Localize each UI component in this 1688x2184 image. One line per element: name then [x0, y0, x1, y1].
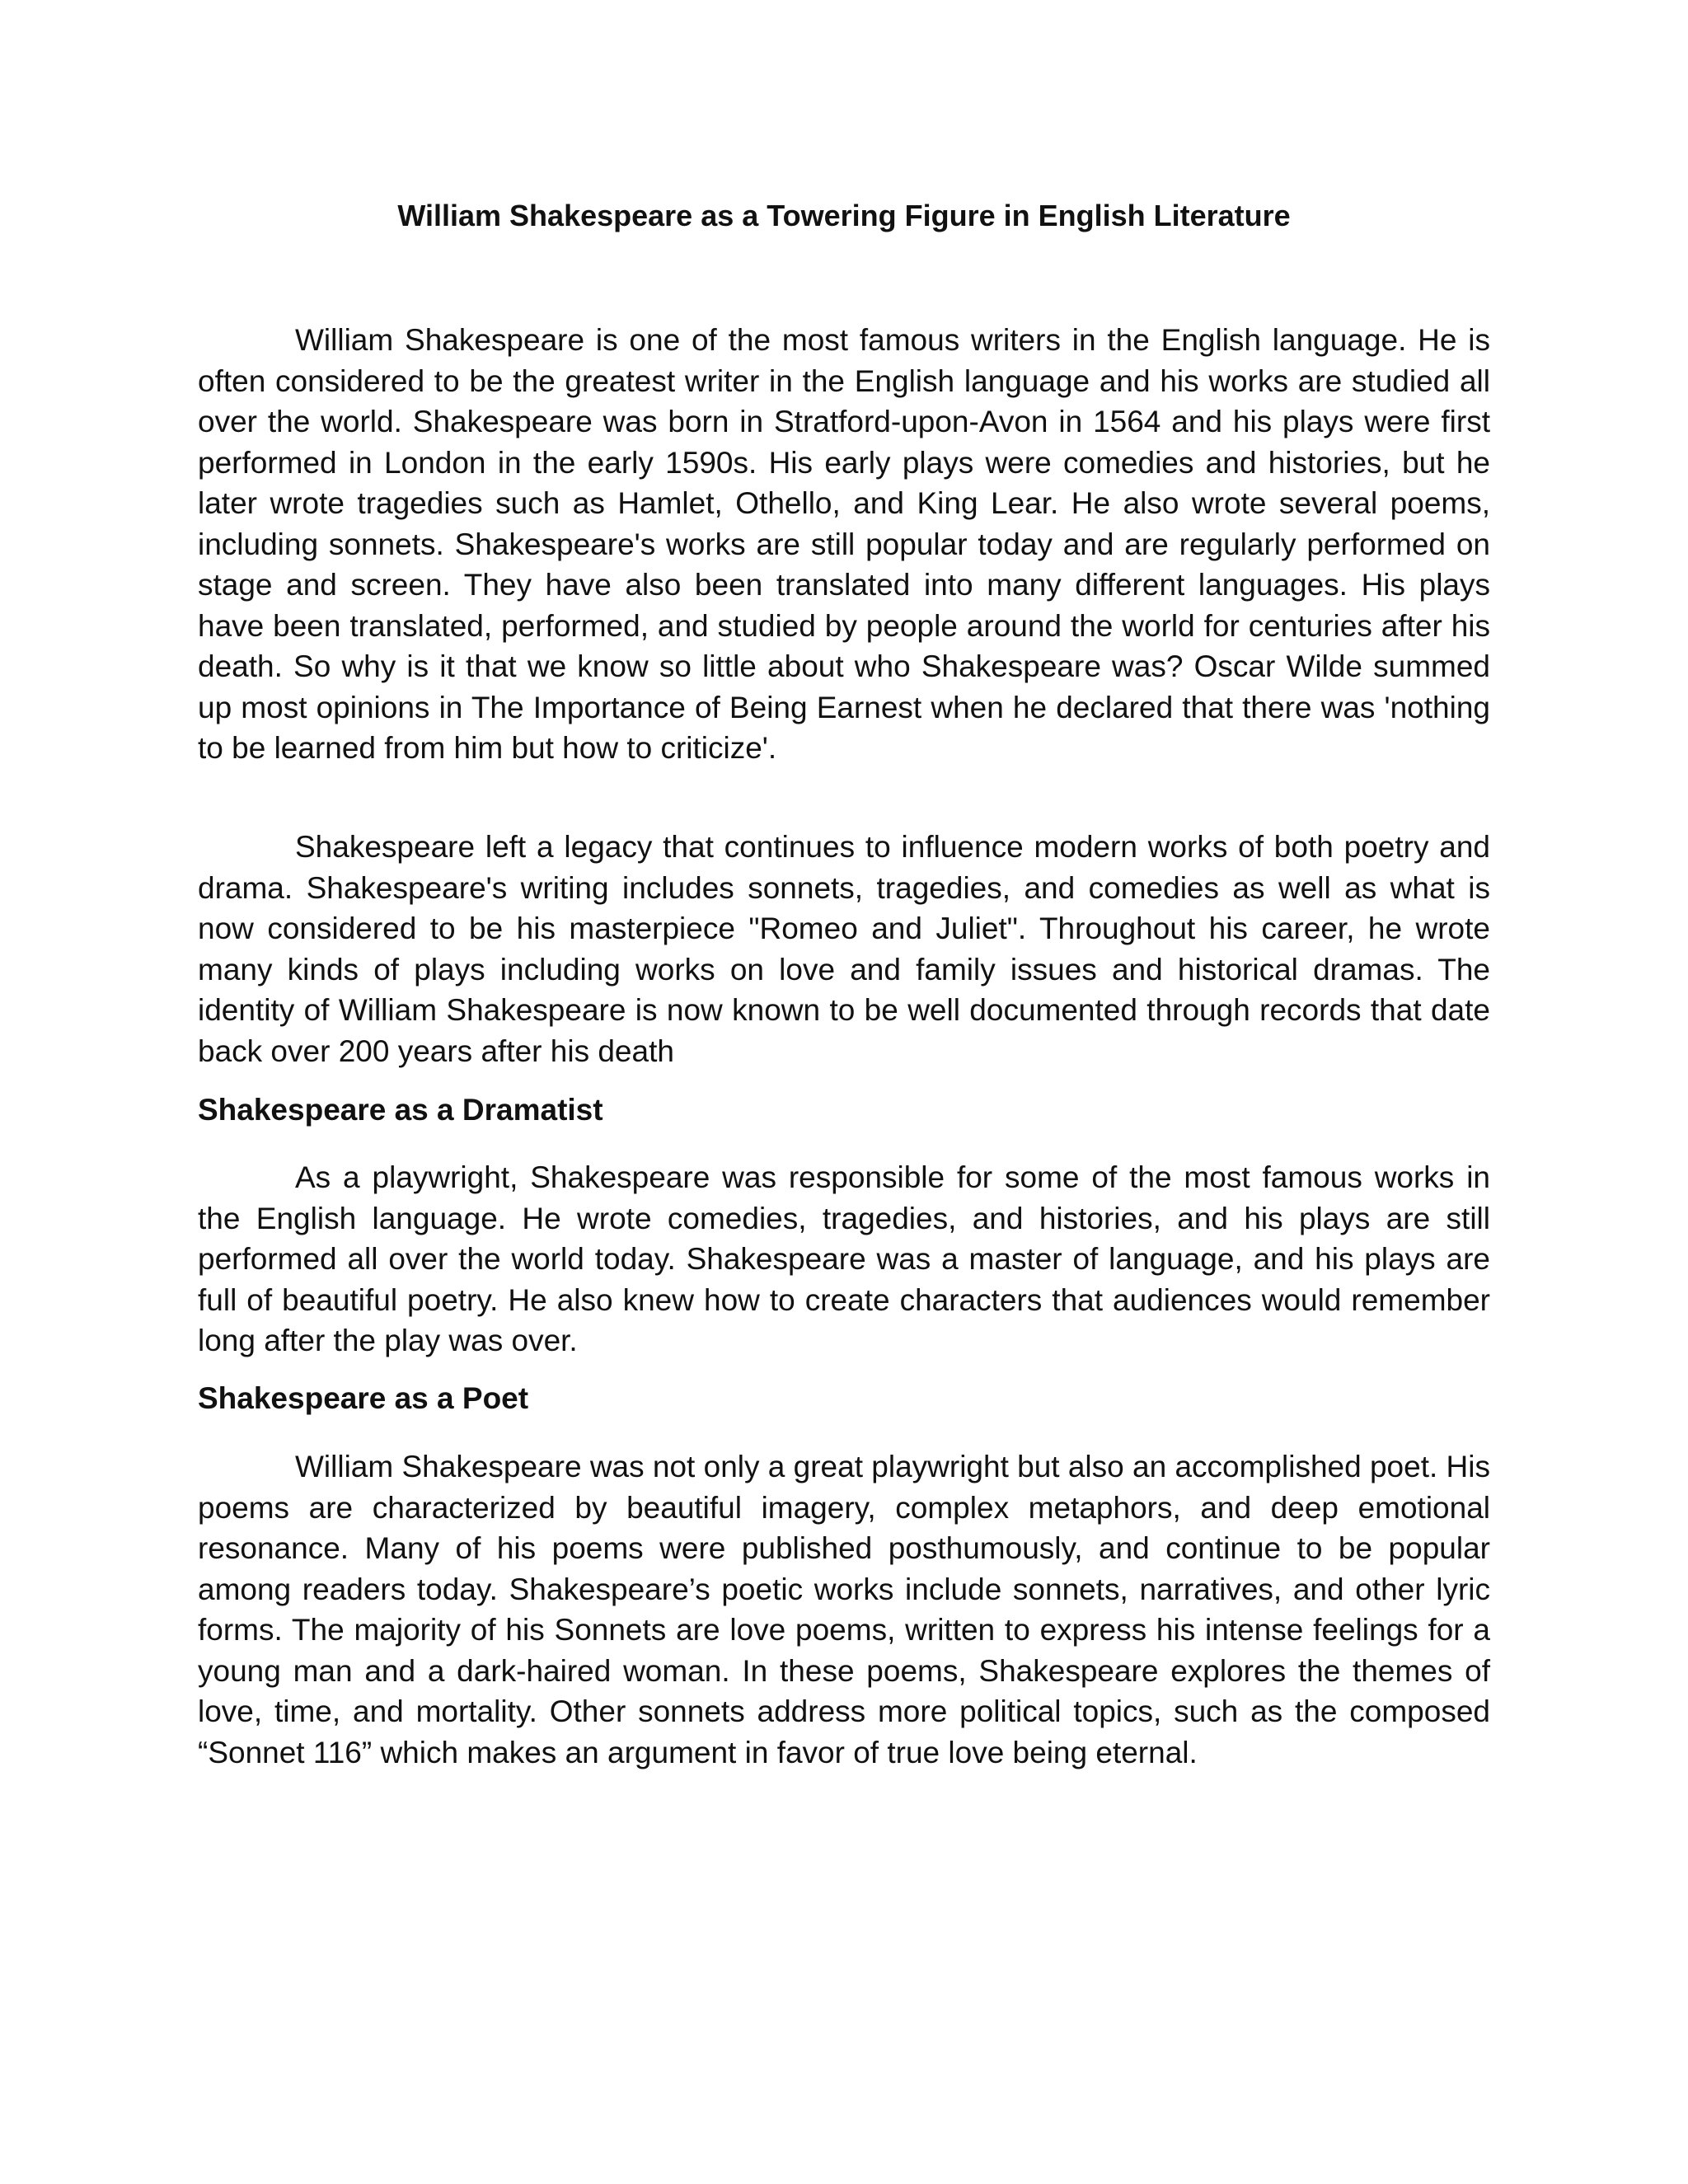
- intro-paragraph-1: William Shakespeare is one of the most famous writers in the English language. He is often considered to be the greatest writer in the English language and his works are studied all over the world. Shakespeare was born in Stratford-upon-Avon in 1564 and his plays were first performed in London in the early 1590s. His early plays were comedies and histories, but he later wrote tragedies such as Hamlet, Othello, and King Lear. He also wrote several poems, including sonnets. Shakespeare's works are still popular today and are regularly performed on stage and screen. They have also been translated into many different languages. His plays have been translated, performed, and studied by people around the world for centuries after his death. So why is it that we know so little about who Shakespeare was? Oscar Wilde summed up most opinions in The Importance of Being Earnest when he declared that there was 'nothing to be learned from him but how to criticize'.: [198, 323, 1490, 765]
- section-body-poet: William Shakespeare was not only a great playwright but also an accomplished poet. His poems are characterized by beautiful imagery, complex metaphors, and deep emotional resonance. Many of his poems were published posthumously, and continue to be popular among readers today. Shakespeare’s poetic works include sonnets, narratives, and other lyric forms. The majority of his Sonnets are love poems, written to express his intense feelings for a young man and a dark-haired woman. In these poems, Shakespeare explores the themes of love, time, and mortality. Other sonnets address more political topics, such as the composed “Sonnet 116” which makes an argument in favor of true love being eternal.: [198, 1450, 1490, 1769]
- section-heading-poet: Shakespeare as a Poet: [198, 1381, 529, 1415]
- section-heading-dramatist: Shakespeare as a Dramatist: [198, 1093, 603, 1127]
- intro-paragraph-2: Shakespeare left a legacy that continues to influence modern works of both poetry and drama. Shakespeare's writing includes sonnets, tragedies, and comedies as well as what is now considered to be his masterpiece "Romeo and Juliet". Throughout his career, he wrote many kinds of plays including works on love and family issues and historical dramas. The identity of William Shakespeare is now known to be well documented through records that date back over 200 years after his death: [198, 830, 1490, 1068]
- section-body-dramatist: As a playwright, Shakespeare was responsible for some of the most famous works in the English language. He wrote comedies, tragedies, and histories, and his plays are still performed all over the world today. Shakespeare was a master of language, and his plays are full of beautiful poetry. He also knew how to create characters that audiences would remember long after the play was over.: [198, 1160, 1490, 1357]
- document-title: William Shakespeare as a Towering Figure in English Literature: [397, 199, 1291, 232]
